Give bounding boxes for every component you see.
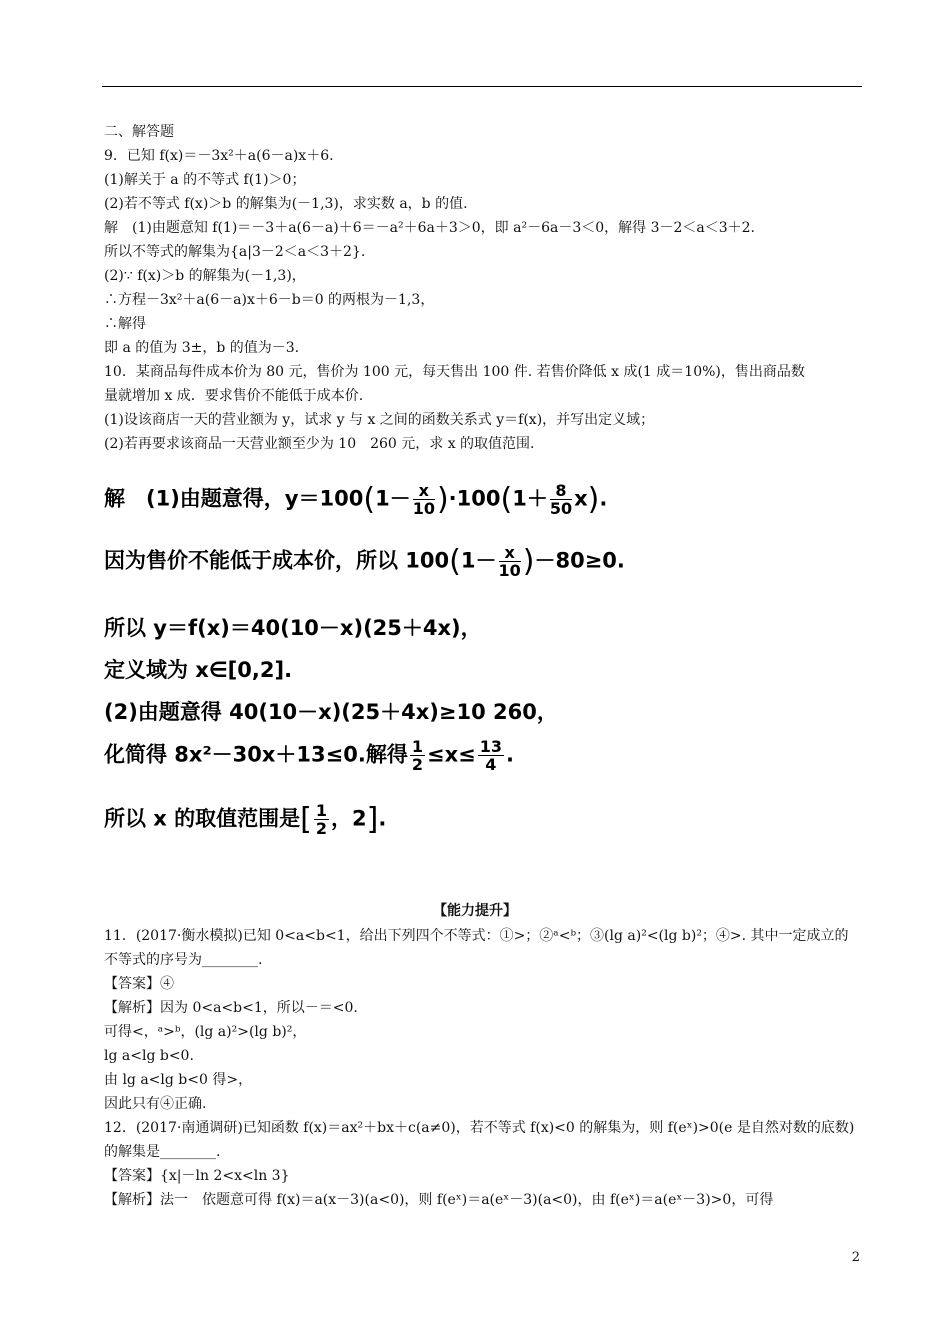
- q10-sol-line-7: 所以 x 的取值范围是[ $\frac{1}{2}$ ，2].: [104, 801, 387, 838]
- q10-solution-image: [104, 481, 625, 852]
- ability-heading: 【能力提升】: [433, 903, 517, 919]
- q11-explanation-1: 【解析】因为 0<a<b<1，所以－＝<0.: [104, 1000, 358, 1016]
- q9-stem: 9．已知 f(x)＝－3x²＋a(6－a)x＋6.: [104, 148, 334, 164]
- q10-sol-line-5: (2)由题意得 40(10－x)(25＋4x)≥10 260，: [104, 700, 558, 724]
- q10-sol-l2-suffix: －80≥0.: [534, 548, 625, 573]
- q10-part1: (1)设该商店一天的营业额为 y，试求 y 与 x 之间的函数关系式 y＝f(x)，并写出定义域；: [104, 412, 655, 428]
- fraction-13-over-4: $\frac{13}{4}$: [479, 737, 502, 774]
- fraction-1-over-2: $\frac{1}{2}$: [411, 737, 423, 774]
- q9-solution-4: ∴方程－3x²＋a(6－a)x＋6－b＝0 的两根为－1,3，: [104, 292, 435, 308]
- header-rule: [102, 86, 862, 87]
- q11-explanation-5: 因此只有④正确.: [104, 1096, 207, 1112]
- q10-sol-line-4: 定义域为 x∈[0,2].: [104, 658, 293, 682]
- q10-sol-l7-suffix: ，2: [331, 806, 367, 831]
- q10-sol-line-6: 化简得 8x²－30x＋13≤0.解得 $\frac{1}{2}$ ≤x≤ $\frac{13}{4}$ .: [104, 737, 514, 774]
- problem-section: [104, 120, 862, 456]
- q9-solution-5: ∴解得: [104, 316, 146, 332]
- q12-explanation-1: 【解析】法一 依题意可得 f(x)＝a(x－3)(a<0)，则 f(eˣ)＝a(eˣ－3)(a<0)，由 f(eˣ)＝a(eˣ－3)>0，可得: [104, 1192, 774, 1208]
- q12-answer: 【答案】{x|－ln 2<x<ln 3}: [104, 1168, 290, 1184]
- q9-solution-6: 即 a 的值为 3±，b 的值为－3.: [104, 340, 300, 356]
- ability-section: [104, 924, 862, 1212]
- q11-stem: 11．(2017·衡水模拟)已知 0<a<b<1，给出下列四个不等式：①>；②ᵃ<ᵇ；③(lg a)²<(lg b)²；④>. 其中一定成立的不等式的序号为________.: [104, 928, 849, 968]
- q10-sol-l1-mid: ·100: [448, 486, 501, 511]
- q9-part2: (2)若不等式 f(x)＞b 的解集为(－1,3)，求实数 a，b 的值.: [104, 196, 468, 212]
- q11-explanation-3: lg a<lg b<0.: [104, 1048, 194, 1064]
- q9-part1: (1)解关于 a 的不等式 f(1)＞0；: [104, 172, 306, 188]
- fraction-8-over-50: $\frac{8}{50}$: [549, 481, 573, 518]
- q10-sol-l1-prefix: 解 (1)由题意得，y＝100: [104, 486, 364, 511]
- q10-sol-line-2: 因为售价不能低于成本价，所以 100(1－ $\frac{x}{10}$ )－80≥0.: [104, 543, 625, 580]
- fraction-1-over-2-b: $\frac{1}{2}$: [315, 801, 328, 838]
- q10-stem-2: 量就增加 x 成．要求售价不能低于成本价.: [104, 388, 364, 404]
- q10-sol-line-3: 所以 y＝f(x)＝40(10－x)(25＋4x)，: [104, 616, 482, 640]
- q11-answer: 【答案】④: [104, 976, 174, 992]
- q12-stem: 12．(2017·南通调研)已知函数 f(x)＝ax²＋bx＋c(a≠0)，若不等式 f(x)<0 的解集为，则 f(eˣ)>0(e 是自然对数的底数)的解集是________.: [104, 1120, 855, 1160]
- q9-solution-3: (2)∵ f(x)＞b 的解集为(－1,3)，: [104, 268, 306, 284]
- q10-sol-l6-prefix: 化简得 8x²－30x＋13≤0.解得: [104, 742, 408, 767]
- page-number: 2: [851, 1250, 860, 1265]
- q9-solution-2: 所以不等式的解集为{a|3－2＜a＜3＋2}.: [104, 244, 366, 260]
- q10-sol-l2-prefix: 因为售价不能低于成本价，所以 100: [104, 548, 450, 573]
- section-title: 二、解答题: [104, 124, 174, 140]
- fraction-x-over-10-b: $\frac{x}{10}$: [498, 543, 521, 580]
- q10-sol-line-1: 解 (1)由题意得，y＝100(1－ $\frac{x}{10}$ )·100(1＋ $\frac{8}{50}$ x).: [104, 481, 608, 518]
- q10-sol-l7-prefix: 所以 x 的取值范围是: [104, 806, 301, 831]
- q11-explanation-4: 由 lg a<lg b<0 得>，: [104, 1072, 253, 1088]
- q11-explanation-2: 可得<，ᵃ>ᵇ，(lg a)²>(lg b)²，: [104, 1024, 307, 1040]
- q10-part2: (2)若再要求该商品一天营业额至少为 10 260 元，求 x 的取值范围.: [104, 436, 535, 452]
- fraction-x-over-10: $\frac{x}{10}$: [412, 481, 435, 518]
- q9-solution-1: 解 (1)由题意知 f(1)＝－3＋a(6－a)＋6＝－a²＋6a＋3＞0，即 a²－6a－3＜0，解得 3－2＜a＜3＋2.: [104, 220, 756, 236]
- q10-sol-l6-mid: ≤x≤: [426, 742, 476, 767]
- q10-stem-1: 10．某商品每件成本价为 80 元，售价为 100 元，每天售出 100 件. 若售价降低 x 成(1 成＝10%)，售出商品数: [104, 364, 805, 380]
